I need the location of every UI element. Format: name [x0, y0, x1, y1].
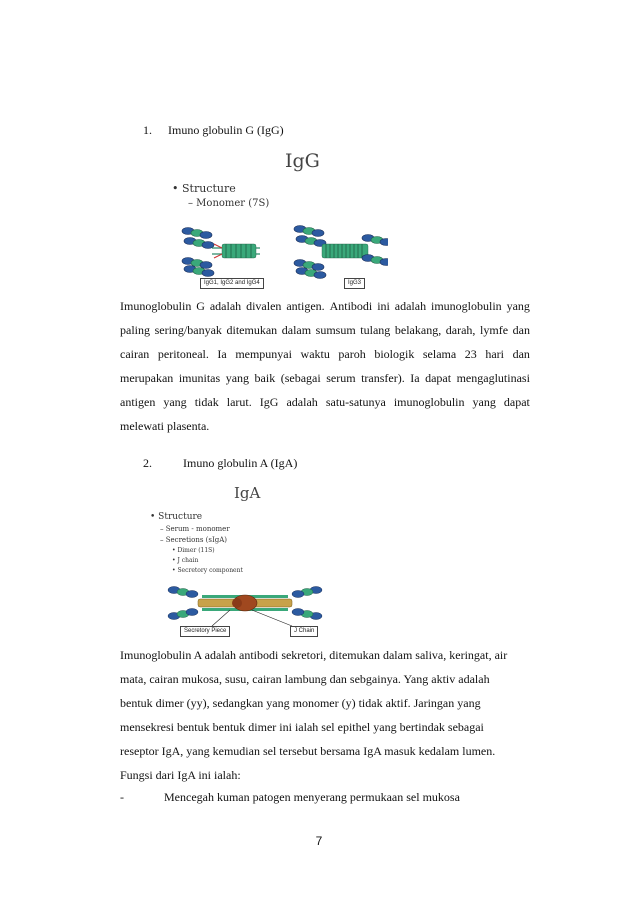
word: mempunyai — [235, 347, 292, 361]
word: divalen — [246, 299, 282, 313]
figure-bullet: • Structure — [172, 182, 236, 195]
section-title: Imuno globulin G (IgG) — [168, 123, 284, 137]
text-line: Imunoglobulin A adalah antibodi sekretori, ditemukan dalam saliva, keringat, air — [120, 648, 508, 662]
word: antigen — [120, 395, 156, 409]
word: ini — [377, 299, 390, 313]
figure-title: IgG — [285, 150, 320, 172]
word: satu-satunya — [325, 395, 386, 409]
word: peritoneal. — [157, 347, 209, 361]
word: belakang, — [394, 323, 442, 337]
paragraph-iga — [120, 646, 530, 790]
word: transfer). — [361, 371, 405, 385]
text-line: bentuk dimer (yy), sedangkan yang monomer (y) tidak aktif. Jaringan yang — [120, 696, 481, 710]
word: yang — [163, 395, 187, 409]
word: yang — [506, 299, 530, 313]
word: serum — [326, 371, 356, 385]
antibody-diagram — [160, 148, 388, 290]
word: adalah — [394, 299, 427, 313]
word: 23 — [464, 347, 477, 361]
text-line: Fungsi dari IgA ini ialah: — [120, 768, 241, 782]
word: mengaglutinasi — [456, 371, 530, 385]
word: G — [196, 299, 205, 313]
figure-bullet: • Dimer (11S) — [172, 547, 215, 554]
section-number: 1. — [143, 123, 152, 137]
figure-title: IgA — [234, 484, 261, 502]
word: imunoglobulin — [431, 299, 502, 313]
figure-bullet: – Serum - monomer — [160, 525, 230, 533]
word: yang — [472, 395, 496, 409]
section-heading-igg — [143, 123, 343, 139]
page-number: 7 — [315, 834, 323, 848]
word: adalah — [209, 299, 242, 313]
word: Antibodi — [329, 299, 373, 313]
word: imunitas — [178, 371, 221, 385]
figure-bullet: – Secretions (sIgA) — [160, 536, 228, 544]
word: ditemukan — [226, 323, 278, 337]
text-line — [120, 345, 530, 369]
word: larut. — [226, 395, 252, 409]
figure-caption-right: J Chain — [290, 626, 318, 637]
word: baik — [254, 371, 276, 385]
word: Imunoglobulin — [120, 299, 192, 313]
word: paroh — [338, 347, 366, 361]
figure-caption-left: Secretory Piece — [180, 626, 230, 637]
word: IgG — [259, 395, 279, 409]
list-marker: - — [120, 790, 124, 804]
figure-bullet: – Monomer (7S) — [188, 198, 270, 209]
paragraph-igg — [120, 297, 530, 441]
figure-caption-right: IgG3 — [344, 278, 365, 289]
word: Ia — [217, 347, 227, 361]
text-line — [120, 321, 530, 345]
word: tidak — [194, 395, 219, 409]
text-line: mata, cairan mukosa, susu, cairan lambung dan sebgainya. Yang aktiv adalah — [120, 672, 490, 686]
word: adalah — [286, 395, 318, 409]
word: yang — [225, 371, 250, 385]
section-title: Imuno globulin A (IgA) — [183, 456, 298, 470]
text-line: reseptor IgA, yang kemudian sel tersebut bersama IgA masuk kedalam lumen. — [120, 744, 496, 758]
figure-caption-left: IgG1, IgG2 and IgG4 — [200, 278, 264, 289]
word: imunoglobulin — [393, 395, 465, 409]
word: waktu — [300, 347, 330, 361]
igg-structure-figure — [160, 148, 388, 290]
word: selama — [422, 347, 457, 361]
text-line — [120, 297, 530, 321]
list-text: Mencegah kuman patogen menyerang permukaan sel mukosa — [164, 790, 460, 804]
word: cairan — [120, 347, 150, 361]
antibody-diagram — [140, 478, 350, 640]
figure-bullet: • Secretory component — [172, 567, 243, 574]
word: paling — [120, 323, 150, 337]
text-line: melewati plasenta. — [120, 419, 210, 433]
word: dapat — [503, 395, 530, 409]
word: dan — [512, 347, 530, 361]
word: darah, — [445, 323, 476, 337]
word: antigen. — [286, 299, 325, 313]
iga-structure-figure — [140, 478, 350, 640]
section-heading-iga — [143, 456, 363, 472]
text-line: mensekresi bentuk bentuk dimer ini ialah sel epithel yang bertindak sebagai — [120, 720, 484, 734]
word: biologik — [374, 347, 415, 361]
figure-bullet: • Structure — [150, 512, 203, 522]
word: dalam — [281, 323, 312, 337]
word: dapat — [425, 371, 452, 385]
word: lymfe — [480, 323, 509, 337]
word: sering/banyak — [154, 323, 222, 337]
text-line — [120, 369, 530, 393]
word: merupakan — [120, 371, 174, 385]
word: Ia — [410, 371, 420, 385]
word: sumsum — [315, 323, 356, 337]
figure-bullet: • J chain — [172, 557, 199, 564]
section-number: 2. — [143, 456, 152, 470]
word: hari — [485, 347, 504, 361]
word: dan — [512, 323, 530, 337]
word: (sebagai — [280, 371, 321, 385]
word: tulang — [360, 323, 391, 337]
text-line — [120, 393, 530, 417]
